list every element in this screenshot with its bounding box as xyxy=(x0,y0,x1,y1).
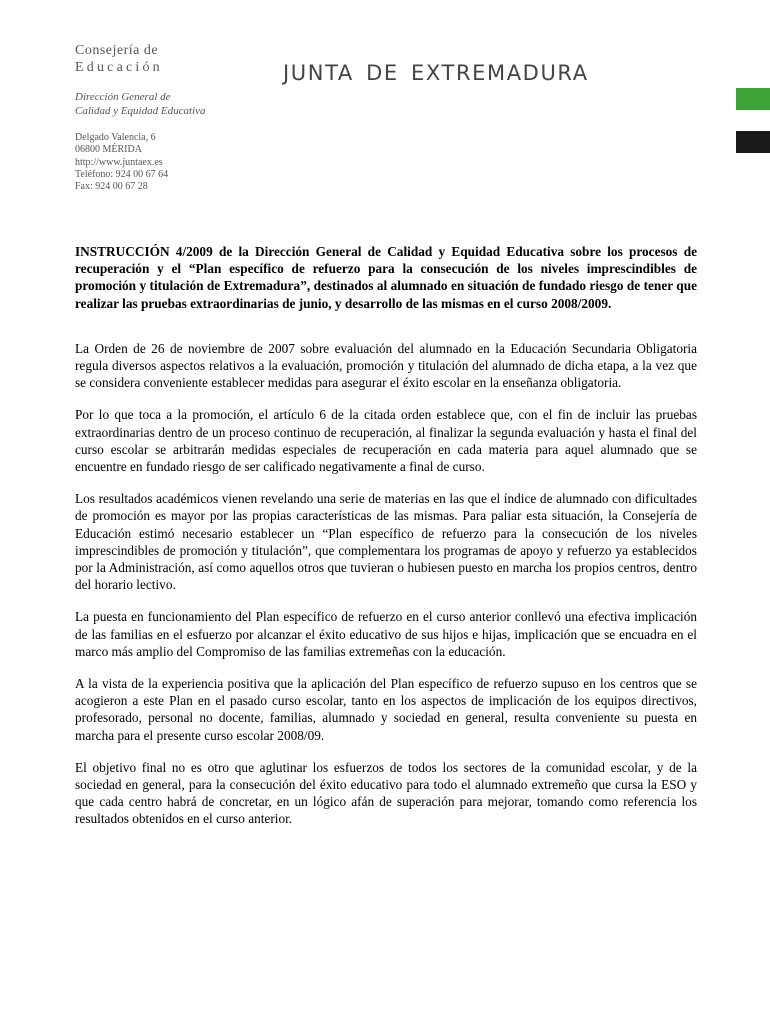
address-street: Delgado Valencia, 6 xyxy=(75,132,156,143)
direction-line1: Dirección General de xyxy=(75,91,171,103)
paragraph-6: El objetivo final no es otro que aglutinar los esfuerzos de todos los sectores de la comunidad escolar, y de la sociedad en general, para la consecución del éxito educativo para todo el alumnado extremeño que cursa la ESO y que cada centro habrá de concretar, en un lógico afán de superación para mejorar, tomando como referencia los resultados obtenidos en el curso anterior. xyxy=(75,759,697,827)
paragraph-2: Por lo que toca a la promoción, el artículo 6 de la citada orden establece que, con el fin de incluir las pruebas extraordinarias dentro de un proceso continuo de recuperación, al finalizar la segunda evaluación y hasta el final del curso escolar se arbitrarán medidas especiales de recuperación en cada materia para aquel alumnado que se encuentre en fundado riesgo de ser calificado negativamente a final de curso. xyxy=(75,407,697,475)
black-side-tab xyxy=(736,131,770,153)
institution-title: JUNTA DE EXTREMADURA xyxy=(283,61,589,85)
address-block xyxy=(75,132,295,193)
address-phone: Teléfono: 924 00 67 64 xyxy=(75,168,169,180)
address-fax: Fax: 924 00 67 28 xyxy=(75,181,148,193)
direction-line2: Calidad y Equidad Educativa xyxy=(75,105,206,117)
paragraph-4: La puesta en funcionamiento del Plan específico de refuerzo en el curso anterior conllevó una efectiva implicación de las familias en el esfuerzo por alcanzar el éxito educativo de sus hijos e hijas, implicación que se encuadra en el marco más amplio del Compromiso de las familias extremeñas con la educación. xyxy=(75,609,697,659)
instruction-title: INSTRUCCIÓN 4/2009 de la Dirección General de Calidad y Equidad Educativa sobre los procesos de recuperación y el “Plan específico de refuerzo para la consecución de los niveles imprescindibles de promoción y titulación de Extremadura”, destinados al alumnado en situación de fundado riesgo de tener que realizar las pruebas extraordinarias de junio, y desarrollo de las mismas en el curso 2008/2009. xyxy=(75,244,697,311)
address-city: 06800 MÉRIDA xyxy=(75,144,142,156)
document-body xyxy=(75,243,697,828)
direction-general xyxy=(75,90,295,118)
green-side-tab xyxy=(736,88,770,110)
paragraph-3: Los resultados académicos vienen revelando una serie de materias en las que el índice de alumnado con dificultades de promoción es mayor por las propias características de las mismas. Para paliar esta situación, la Consejería de Educación estimó necesario establecer un “Plan específico de refuerzo para la consecución de los niveles imprescindibles de promoción y titulación”, que complementara los programas de apoyo y refuerzo ya establecidos por la Administración, así como aquellos otros que tuvieran o hubiesen puesto en marcha los propios centros, dentro del horario lectivo. xyxy=(75,491,697,593)
department-name-line1: Consejería de xyxy=(75,43,159,58)
address-website: http://www.juntaex.es xyxy=(75,156,163,168)
paragraph-5: A la vista de la experiencia positiva que la aplicación del Plan específico de refuerzo supuso en los centros que se acogieron a este Plan en el pasado curso escolar, tanto en los aspectos de implicación de los equipos directivos, profesorado, personal no docente, familias, alumnado y sociedad en general, resulta conveniente su puesta en marcha para el presente curso escolar 2008/09. xyxy=(75,676,697,743)
letterhead-left xyxy=(75,42,295,193)
department-name-line2: Educación xyxy=(75,60,163,75)
paragraph-1: La Orden de 26 de noviembre de 2007 sobre evaluación del alumnado en la Educación Secundaria Obligatoria regula diversos aspectos relativos a la evaluación, promoción y titulación del alumnado de dicha etapa, a la vez que se considera conveniente establecer medidas para asegurar el éxito escolar en la enseñanza obligatoria. xyxy=(75,340,697,391)
